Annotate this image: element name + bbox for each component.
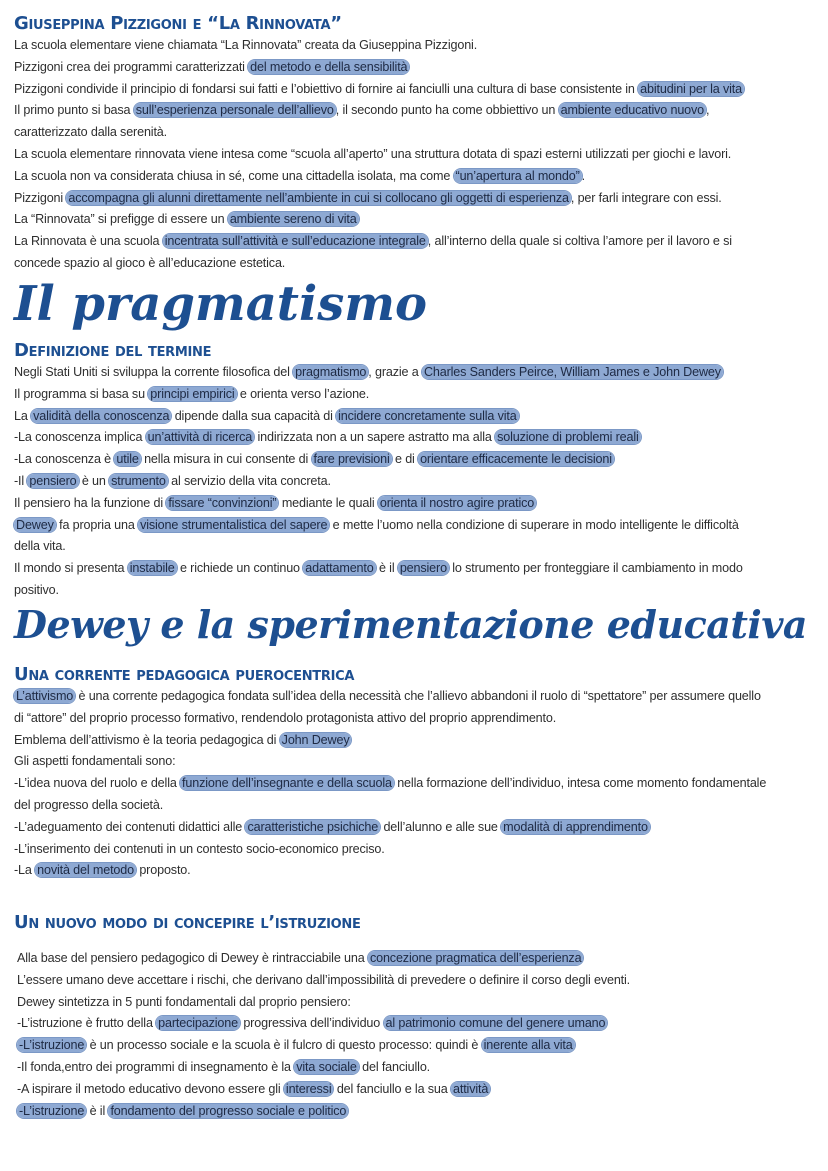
highlighted-text: fondamento del progresso sociale e politico bbox=[110, 1103, 347, 1118]
highlighted-text: pensiero bbox=[399, 561, 447, 576]
text: La “Rinnovata” si prefigge di essere un bbox=[14, 212, 228, 227]
text: -L’adeguamento dei contenuti didattici alle bbox=[14, 819, 246, 834]
highlighted-text: pensiero bbox=[29, 473, 77, 488]
text: -L’inserimento dei contenuti in un contesto socio-economico preciso. bbox=[14, 841, 385, 856]
text: caratterizzato dalla serenità. bbox=[14, 125, 168, 140]
text-line bbox=[14, 795, 818, 817]
highlighted-text: del metodo e della sensibilità bbox=[250, 59, 408, 74]
text-line bbox=[14, 686, 818, 708]
text: . bbox=[581, 168, 585, 183]
text: è una corrente pedagogica fondata sull’idea della necessità che l’allievo abbandoni il ruolo di “spettatore” per assumere quello bbox=[75, 689, 761, 703]
text: è un bbox=[78, 473, 110, 488]
text-line bbox=[17, 1057, 818, 1079]
section-heading: Un nuovo modo di concepire l’istruzione bbox=[14, 912, 361, 933]
text: del progresso della società. bbox=[14, 797, 164, 812]
text: La scuola elementare rinnovata viene intesa come “scuola all’aperto” una struttura dotata di spazi esterni utilizzati per giochi e lavori. bbox=[14, 146, 732, 161]
text-line bbox=[14, 493, 818, 515]
section-body bbox=[14, 686, 818, 882]
highlighted-text: novità del metodo bbox=[37, 863, 134, 878]
highlighted-text: vita sociale bbox=[296, 1059, 357, 1074]
highlighted-text: -L’istruzione bbox=[19, 1038, 85, 1053]
text: , grazie a bbox=[368, 365, 422, 379]
text-line bbox=[14, 100, 818, 122]
text: indirizzata non a un sapere astratto ma alla bbox=[254, 430, 496, 445]
text-line bbox=[14, 362, 818, 384]
text-line bbox=[14, 536, 818, 558]
text-line bbox=[14, 817, 818, 839]
text: e di bbox=[391, 452, 419, 467]
text-line bbox=[14, 730, 818, 752]
text: Dewey sintetizza in 5 punti fondamentali dal proprio pensiero: bbox=[17, 994, 351, 1009]
text-line bbox=[14, 35, 818, 57]
section-pizzigoni bbox=[14, 13, 818, 275]
text-line bbox=[14, 253, 818, 275]
highlighted-text: pragmatismo bbox=[295, 365, 367, 379]
text: La scuola elementare viene chiamata “La Rinnovata” creata da Giuseppina Pizzigoni. bbox=[14, 38, 478, 52]
text-line bbox=[14, 406, 818, 428]
text: è il bbox=[375, 561, 398, 576]
highlighted-text: interessi bbox=[285, 1081, 332, 1096]
text: -Il bbox=[14, 473, 28, 488]
text: -Il fonda,entro dei programmi di insegnamento è la bbox=[17, 1059, 295, 1074]
highlighted-text: incentrata sull’attività e sull’educazione integrale bbox=[164, 234, 426, 249]
highlighted-text: Charles Sanders Peirce, William James e John Dewey bbox=[423, 365, 721, 379]
text: Il primo punto si basa bbox=[14, 103, 134, 118]
section-dewey bbox=[14, 602, 818, 882]
highlighted-text: orientare efficacemente le decisioni bbox=[420, 452, 612, 467]
text: L’essere umano deve accettare i rischi, che derivano dall’impossibilità di prevedere o definire il corso degli eventi. bbox=[17, 972, 631, 987]
text: , per farli integrare con essi. bbox=[570, 190, 722, 205]
highlighted-text: concezione pragmatica dell’esperienza bbox=[369, 951, 582, 965]
highlighted-text: L’attivismo bbox=[16, 689, 74, 703]
section-body bbox=[14, 35, 818, 275]
highlighted-text: fare previsioni bbox=[313, 452, 390, 467]
highlighted-text: validità della conoscenza bbox=[33, 408, 170, 423]
highlighted-text: soluzione di problemi reali bbox=[497, 430, 639, 445]
text: , bbox=[706, 103, 710, 118]
text-line bbox=[14, 708, 818, 730]
text-line bbox=[14, 57, 818, 79]
text: nella formazione dell’individuo, intesa come momento fondamentale bbox=[393, 776, 767, 791]
text: positivo. bbox=[14, 582, 59, 597]
text-line bbox=[14, 449, 818, 471]
text: Alla base del pensiero pedagogico di Dewey è rintracciabile una bbox=[17, 951, 368, 965]
highlighted-text: funzione dell’insegnante e della scuola bbox=[182, 776, 392, 791]
text: -La bbox=[14, 863, 36, 878]
highlighted-text: principi empirici bbox=[150, 386, 235, 401]
text: del fanciullo e la sua bbox=[333, 1081, 451, 1096]
text-line bbox=[17, 1035, 818, 1057]
text: è il bbox=[86, 1103, 109, 1118]
highlighted-text: “un’apertura al mondo” bbox=[455, 168, 580, 183]
section-heading: Definizione del termine bbox=[14, 340, 212, 361]
highlighted-text: visione strumentalistica del sapere bbox=[140, 517, 328, 532]
text: di “attore” del proprio processo formativo, rendendolo protagonista attivo del proprio apprendimento. bbox=[14, 710, 557, 725]
text-line bbox=[17, 1079, 818, 1101]
text-line bbox=[14, 839, 818, 861]
text-line bbox=[14, 79, 818, 101]
text: è un processo sociale e la scuola è il fulcro di questo processo: quindi è bbox=[86, 1038, 482, 1053]
text: -La conoscenza implica bbox=[14, 430, 146, 445]
page-title: Dewey e la sperimentazione educativa bbox=[14, 602, 808, 647]
highlighted-text: -L’istruzione bbox=[19, 1103, 85, 1118]
section-heading: Una corrente pedagogica puerocentrica bbox=[14, 664, 355, 685]
text-line bbox=[17, 992, 818, 1014]
text-line bbox=[17, 970, 818, 992]
text: La scuola non va considerata chiusa in sé, come una cittadella isolata, ma come bbox=[14, 168, 454, 183]
highlighted-text: attività bbox=[453, 1081, 489, 1096]
text-line bbox=[14, 427, 818, 449]
section-pragmatismo bbox=[14, 276, 818, 602]
text: fa propria una bbox=[55, 517, 139, 532]
section-heading: Giuseppina Pizzigoni e “La Rinnovata” bbox=[14, 13, 342, 34]
text-line bbox=[14, 384, 818, 406]
highlighted-text: instabile bbox=[129, 561, 175, 576]
highlighted-text: al patrimonio comune del genere umano bbox=[385, 1016, 606, 1031]
highlighted-text: sull’esperienza personale dell’allievo bbox=[135, 103, 334, 118]
text: La bbox=[14, 408, 32, 423]
text: e orienta verso l’azione. bbox=[236, 386, 370, 401]
text: concede spazio al gioco è all’educazione estetica. bbox=[14, 255, 286, 270]
text: lo strumento per fronteggiare il cambiamento in modo bbox=[448, 561, 743, 576]
text-line bbox=[17, 1013, 818, 1035]
text: Il pensiero ha la funzione di bbox=[14, 495, 167, 510]
text-line bbox=[14, 860, 818, 882]
highlighted-text: fissare “convinzioni” bbox=[168, 495, 277, 510]
highlighted-text: un’attività di ricerca bbox=[147, 430, 253, 445]
text: Gli aspetti fondamentali sono: bbox=[14, 754, 176, 769]
text: della vita. bbox=[14, 539, 66, 554]
text-line bbox=[14, 209, 818, 231]
text: del fanciullo. bbox=[358, 1059, 431, 1074]
text: -A ispirare il metodo educativo devono essere gli bbox=[17, 1081, 284, 1096]
text-line bbox=[14, 122, 818, 144]
text: e richiede un continuo bbox=[176, 561, 304, 576]
highlighted-text: incidere concretamente sulla vita bbox=[338, 408, 517, 423]
text: nella misura in cui consente di bbox=[140, 452, 312, 467]
text-line bbox=[14, 188, 818, 210]
text-line bbox=[14, 515, 818, 537]
highlighted-text: ambiente sereno di vita bbox=[229, 212, 357, 227]
text: mediante le quali bbox=[278, 495, 378, 510]
text: -L’idea nuova del ruolo e della bbox=[14, 776, 181, 791]
text: dell’alunno e alle sue bbox=[380, 819, 502, 834]
text: Emblema dell’attivismo è la teoria pedagogica di bbox=[14, 732, 280, 747]
highlighted-text: caratteristiche psichiche bbox=[247, 819, 379, 834]
text-line bbox=[17, 1101, 818, 1123]
highlighted-text: utile bbox=[116, 452, 139, 467]
text: Il programma si basa su bbox=[14, 386, 149, 401]
text: , il secondo punto ha come obbiettivo un bbox=[335, 103, 559, 118]
text: progressiva dell’individuo bbox=[239, 1016, 384, 1031]
text: -La conoscenza è bbox=[14, 452, 115, 467]
text-line bbox=[14, 580, 818, 602]
highlighted-text: modalità di apprendimento bbox=[503, 819, 648, 834]
highlighted-text: inerente alla vita bbox=[483, 1038, 573, 1053]
text: La Rinnovata è una scuola bbox=[14, 234, 163, 249]
text: Il mondo si presenta bbox=[14, 561, 128, 576]
section-body bbox=[14, 948, 818, 1122]
text: Pizzigoni condivide il principio di fondarsi sui fatti e l’obiettivo di fornire ai fanciulli una cultura di base consistente in bbox=[14, 81, 639, 96]
text-line bbox=[14, 751, 818, 773]
section-istruzione bbox=[14, 912, 818, 1122]
highlighted-text: strumento bbox=[111, 473, 166, 488]
highlighted-text: Dewey bbox=[16, 517, 54, 532]
text: Pizzigoni bbox=[14, 190, 67, 205]
page-title: Il pragmatismo bbox=[14, 276, 428, 332]
highlighted-text: orienta il nostro agire pratico bbox=[379, 495, 535, 510]
text: -L’istruzione è frutto della bbox=[17, 1016, 157, 1031]
text: , all’interno della quale si coltiva l’amore per il lavoro e si bbox=[427, 234, 732, 249]
highlighted-text: John Dewey bbox=[281, 732, 350, 747]
text: e mette l’uomo nella condizione di superare in modo intelligente le difficoltà bbox=[329, 517, 739, 532]
text: al servizio della vita concreta. bbox=[167, 473, 331, 488]
text-line bbox=[14, 558, 818, 580]
highlighted-text: ambiente educativo nuovo bbox=[560, 103, 705, 118]
highlighted-text: accompagna gli alunni direttamente nell’ambiente in cui si collocano gli oggetti di esperienza bbox=[68, 190, 569, 205]
highlighted-text: abitudini per la vita bbox=[640, 81, 743, 96]
highlighted-text: adattamento bbox=[305, 561, 374, 576]
text: dipende dalla sua capacità di bbox=[171, 408, 337, 423]
text-line bbox=[14, 144, 818, 166]
text: proposto. bbox=[135, 863, 191, 878]
text-line bbox=[14, 773, 818, 795]
section-body bbox=[14, 362, 818, 602]
text-line bbox=[14, 471, 818, 493]
text-line bbox=[14, 166, 818, 188]
text: Pizzigoni crea dei programmi caratterizzati bbox=[14, 59, 249, 74]
text-line bbox=[14, 231, 818, 253]
highlighted-text: partecipazione bbox=[158, 1016, 238, 1031]
text: Negli Stati Uniti si sviluppa la corrente filosofica del bbox=[14, 365, 294, 379]
text-line bbox=[17, 948, 818, 970]
